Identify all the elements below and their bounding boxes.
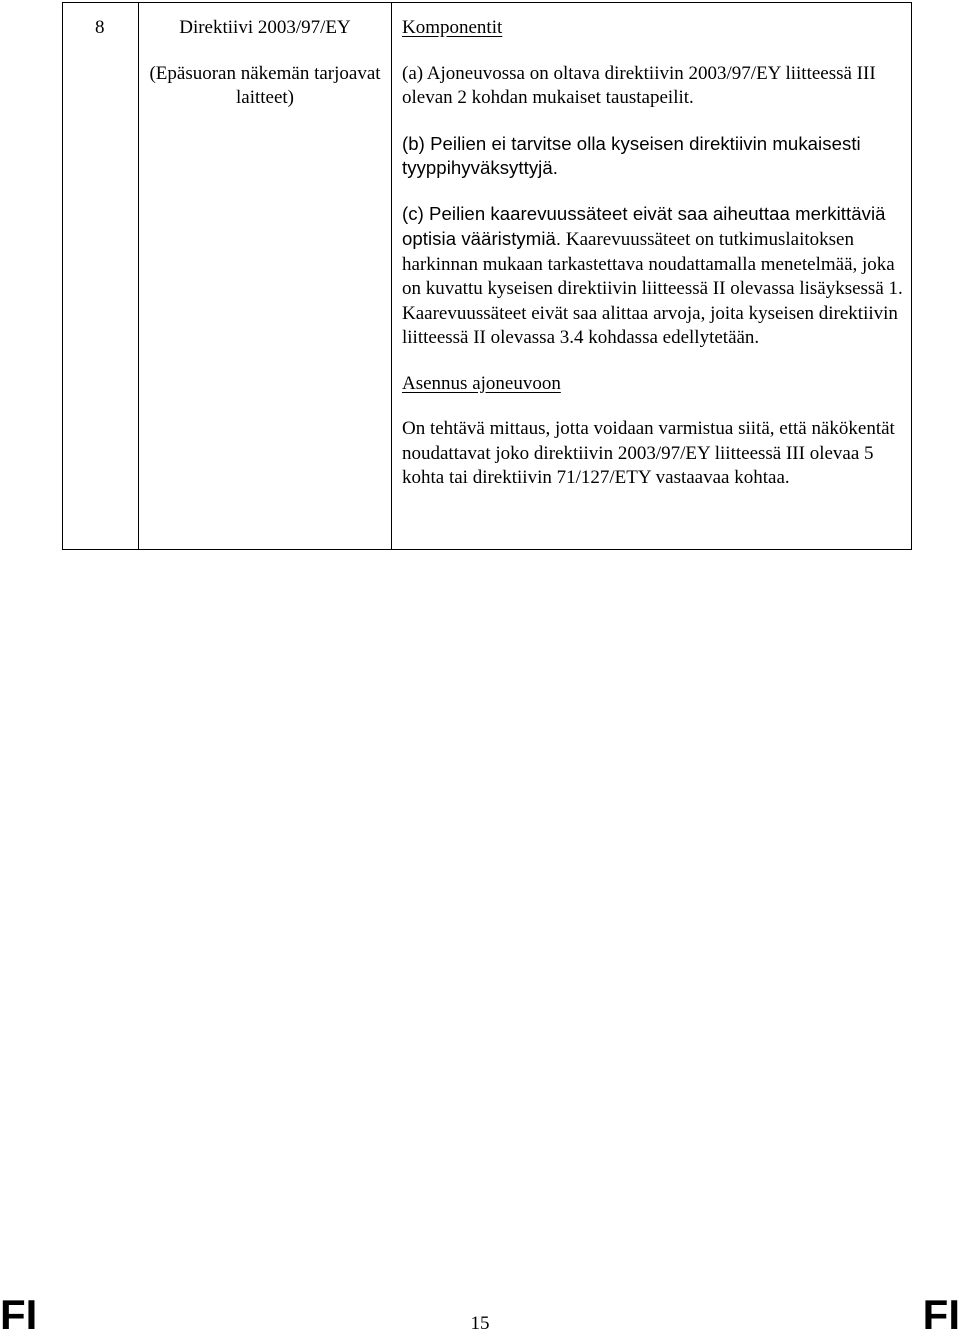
row-content-cell	[392, 3, 912, 550]
heading-installation: Asennus ajoneuvoon	[402, 372, 561, 394]
heading-components: Komponentit	[402, 17, 503, 38]
regulation-table	[62, 2, 912, 550]
paragraph-c	[402, 202, 903, 351]
row-title-cell	[139, 3, 392, 550]
paragraph-a: (a) Ajoneuvossa on oltava direktiivin 2003/97/EY liitteessä III olevan 2 kohdan mukaiset taustapeilit.	[402, 62, 876, 108]
table-row	[63, 3, 912, 550]
row-number-cell	[63, 3, 139, 550]
paragraph-b: (b) Peilien ei tarvitse olla kyseisen direktiivin mukaisesti tyyppihyväksyttyjä.	[402, 132, 861, 178]
row-number: 8	[95, 17, 105, 38]
paragraph-c-part-2: Kaarevuussäteet on tutkimuslaitoksen harkinnan mukaan tarkastettava noudattamalla menetelmää, joka on kuvattu kyseisen direktiivin liitteessä II olevassa lisäyksessä 1. Kaarevuussäteet eivät saa alittaa arvoja, joita kyseisen direktiivin liitteessä II olevassa 3.4 kohdassa edellytetään.	[402, 229, 903, 348]
row-subtitle: (Epäsuoran näkemän tarjoavat laitteet)	[149, 62, 381, 108]
paragraph-installation: On tehtävä mittaus, jotta voidaan varmistua siitä, että näkökentät noudattavat joko direktiivin 2003/97/EY liitteessä III olevaa 5 kohta tai direktiivin 71/127/ETY vastaavaa kohtaa.	[402, 418, 895, 488]
footer-language-code-left: FI	[0, 1291, 38, 1338]
footer-language-code-right: FI	[922, 1291, 960, 1338]
page-number: 15	[470, 1313, 490, 1334]
paragraph-c-part-1: (c) Peilien kaarevuussäteet eivät saa aiheuttaa merkittäviä optisia vääristymiä.	[402, 202, 886, 249]
row-title: Direktiivi 2003/97/EY	[179, 17, 351, 38]
